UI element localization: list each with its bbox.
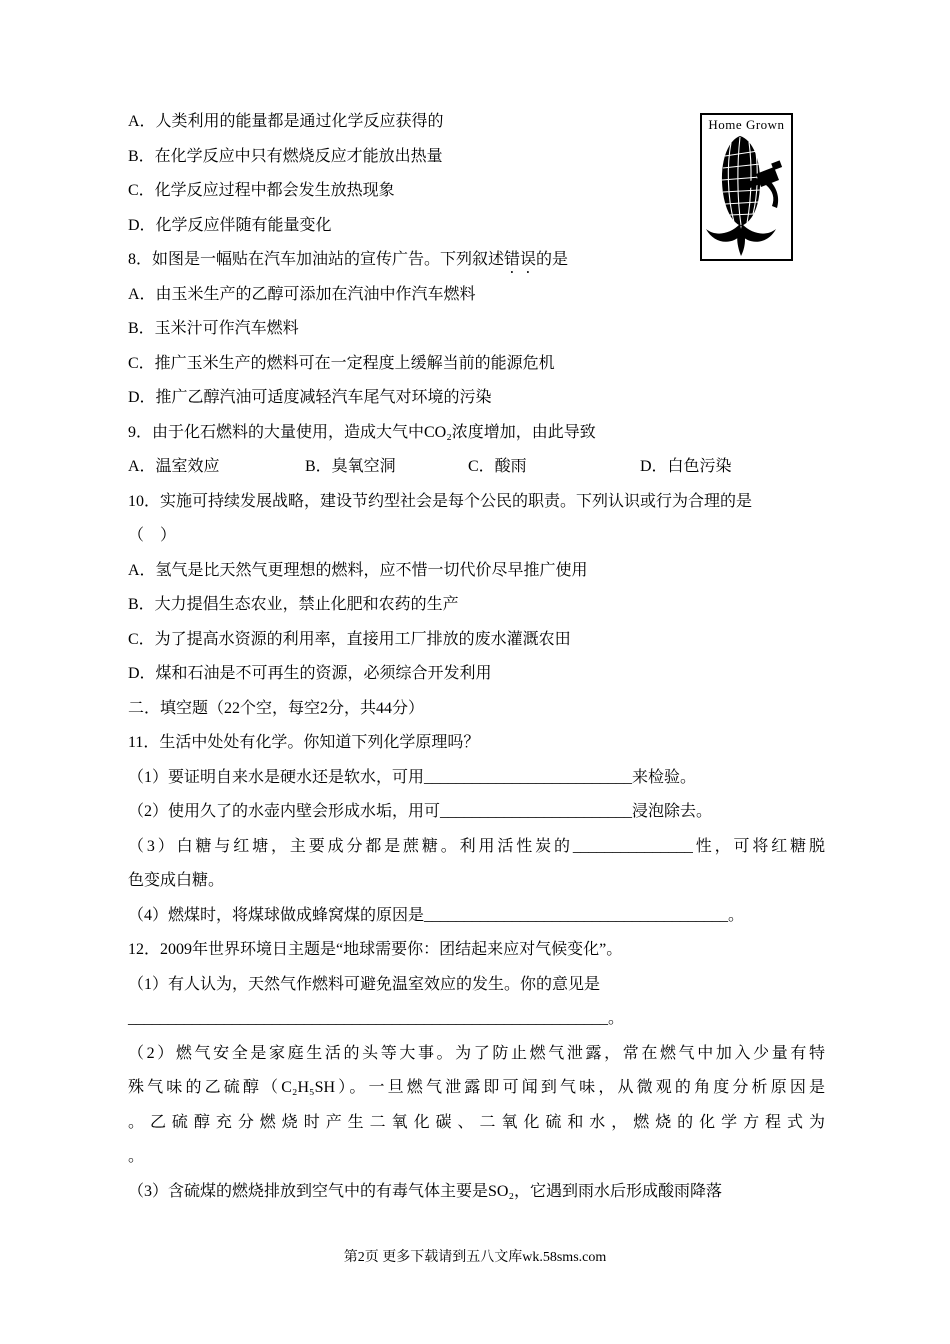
question-8-option-c: C．推广玉米生产的燃料可在一定程度上缓解当前的能源危机: [128, 354, 555, 372]
ad-caption: Home Grown: [708, 117, 785, 132]
question-12-item-2-line-1: （2）燃气安全是家庭生活的头等大事。为了防止燃气泄露，常在燃气中加入少量有特: [128, 1044, 825, 1062]
question-10-option-a: A．氢气是比天然气更理想的燃料，应不惜一切代价尽早推广使用: [128, 561, 588, 579]
question-9-option-c: C．酸雨: [468, 458, 527, 475]
prev-question-option-c: C．化学反应过程中都会发生放热现象: [128, 182, 395, 199]
question-11-item-3-line-2: 色变成白糖。: [128, 872, 225, 889]
question-12-item-3: （3）含硫煤的燃烧排放到空气中的有毒气体主要是SO₂，它遇到雨水后形成酸雨降落: [128, 1182, 723, 1200]
section-2-title: 二．填空题（22个空，每空2分，共44分）: [128, 699, 425, 717]
question-12-item-1: （1）有人认为，天然气作燃料可避免温室效应的发生。你的意见是: [128, 975, 601, 993]
question-11-item-3-line-1: （3）白糖与红塘，主要成分都是蔗糖。利用活性炭的_______________性，可将红糖脱: [128, 837, 825, 855]
question-11-item-2: （2）使用久了的水壶内壁会形成水垢，用可________________________浸泡除去。: [128, 803, 713, 820]
prev-question-option-b: B．在化学反应中只有燃烧反应才能放出热量: [128, 147, 443, 165]
question-11-item-1: （1）要证明自来水是硬水还是软水，可用__________________________来检验。: [128, 768, 697, 786]
question-10-option-c: C．为了提高水资源的利用率，直接用工厂排放的废水灌溉农田: [128, 630, 571, 648]
question-9-option-d: D．白色污染: [640, 458, 732, 475]
page-footer: 第2页 更多下载请到五八文库wk.58sms.com: [343, 1250, 607, 1265]
question-8-option-a: A．由玉米生产的乙醇可添加在汽油中作汽车燃料: [128, 285, 476, 303]
question-12-stem: 12．2009年世界环境日主题是“地球需要你：团结起来应对气候变化”。: [128, 941, 623, 958]
question-8-stem-tail: 的是: [536, 251, 569, 268]
corn-fuel-pump-icon: [704, 134, 790, 258]
question-10-option-d: D．煤和石油是不可再生的资源，必须综合开发利用: [128, 665, 492, 682]
question-12-item-2-line-2: 殊气味的乙硫醇（C₂H₅SH）。一旦燃气泄露即可闻到气味，从微观的角度分析原因是: [128, 1079, 825, 1096]
question-9-stem: 9．由于化石燃料的大量使用，造成大气中CO₂浓度增加，由此导致: [128, 423, 596, 441]
question-10-stem: 10．实施可持续发展战略，建设节约型社会是每个公民的职责。下列认识或行为合理的是: [128, 492, 753, 510]
question-12-item-2-line-3: 。乙硫醇充分燃烧时产生二氧化碳、二氧化硫和水，燃烧的化学方程式为: [128, 1113, 825, 1131]
question-10-answer-brackets: （ ）: [128, 527, 177, 544]
question-8-stem-emphasis: 错误: [504, 251, 537, 268]
question-9-option-a: A．温室效应: [128, 458, 220, 475]
question-8-option-b: B．玉米汁可作汽车燃料: [128, 320, 299, 337]
question-10-option-b: B．大力提倡生态农业，禁止化肥和农药的生产: [128, 596, 459, 613]
prev-question-option-a: A．人类利用的能量都是通过化学反应获得的: [128, 113, 444, 130]
question-9-options: [128, 450, 825, 485]
question-8-option-d: D．推广乙醇汽油可适度减轻汽车尾气对环境的污染: [128, 389, 492, 406]
prev-question-option-d: D．化学反应伴随有能量变化: [128, 216, 332, 234]
question-9-option-b: B．臭氧空洞: [305, 458, 396, 475]
question-11-stem: 11．生活中处处有化学。你知道下列化学原理吗？: [128, 734, 480, 751]
question-11-item-4: （4）燃煤时，将煤球做成蜂窝煤的原因是______________________________________。: [128, 906, 745, 924]
fuel-ad-image: [700, 113, 793, 261]
question-12-item-2-line-4: 。: [128, 1148, 145, 1165]
question-8-stem-text: 8．如图是一幅贴在汽车加油站的宣传广告。下列叙述: [128, 251, 505, 268]
question-12-item-1-blank-line: ____________________________________________________________。: [128, 1010, 625, 1027]
exam-content: [128, 105, 825, 1209]
